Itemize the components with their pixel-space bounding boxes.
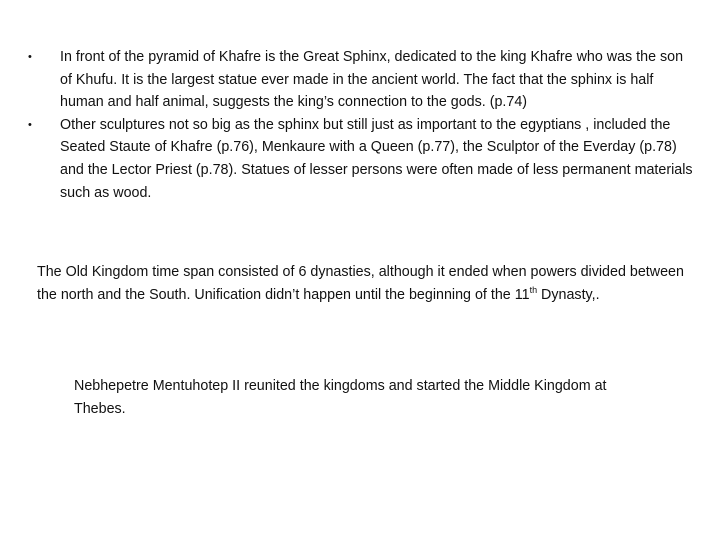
bullet-text-sculptures: Other sculptures not so big as the sphinx but still just as important to the egyptians , included the Seated Staute of Khafre (p.76), Menkaure with a Queen (p.77), the Sculptor of the Everday (p.78) and the Lector Priest (p.78). Statues of lesser persons were often made of less permanent materials such as wood. bbox=[60, 116, 693, 201]
old-kingdom-paragraph bbox=[37, 261, 697, 306]
bullet-marker: • bbox=[28, 51, 32, 63]
ordinal-superscript: th bbox=[529, 284, 538, 295]
bullet-item-sculptures bbox=[28, 114, 693, 204]
bullet-marker: • bbox=[28, 118, 32, 131]
bullet-text-sphinx: In front of the pyramid of Khafre is the Great Sphinx, dedicated to the king Khafre who was the son of Khufu. It is the largest statue ever made in the ancient world. The fact that the sphinx is half human and half animal, suggests the king’s connection to the gods. (p.74) bbox=[60, 49, 684, 111]
old-kingdom-text: The Old Kingdom time span consisted of 6 dynasties, although it ended when powers divided between the north and the South. Unification didn’t happen until the beginning of the 11 bbox=[37, 264, 684, 303]
bullet-item-sphinx bbox=[28, 46, 693, 114]
middle-kingdom-paragraph: Nebhepetre Mentuhotep II reunited the kingdoms and started the Middle Kingdom at Thebes. bbox=[74, 378, 607, 417]
bullet-list bbox=[28, 46, 693, 204]
old-kingdom-text-end: Dynasty,. bbox=[537, 286, 600, 303]
